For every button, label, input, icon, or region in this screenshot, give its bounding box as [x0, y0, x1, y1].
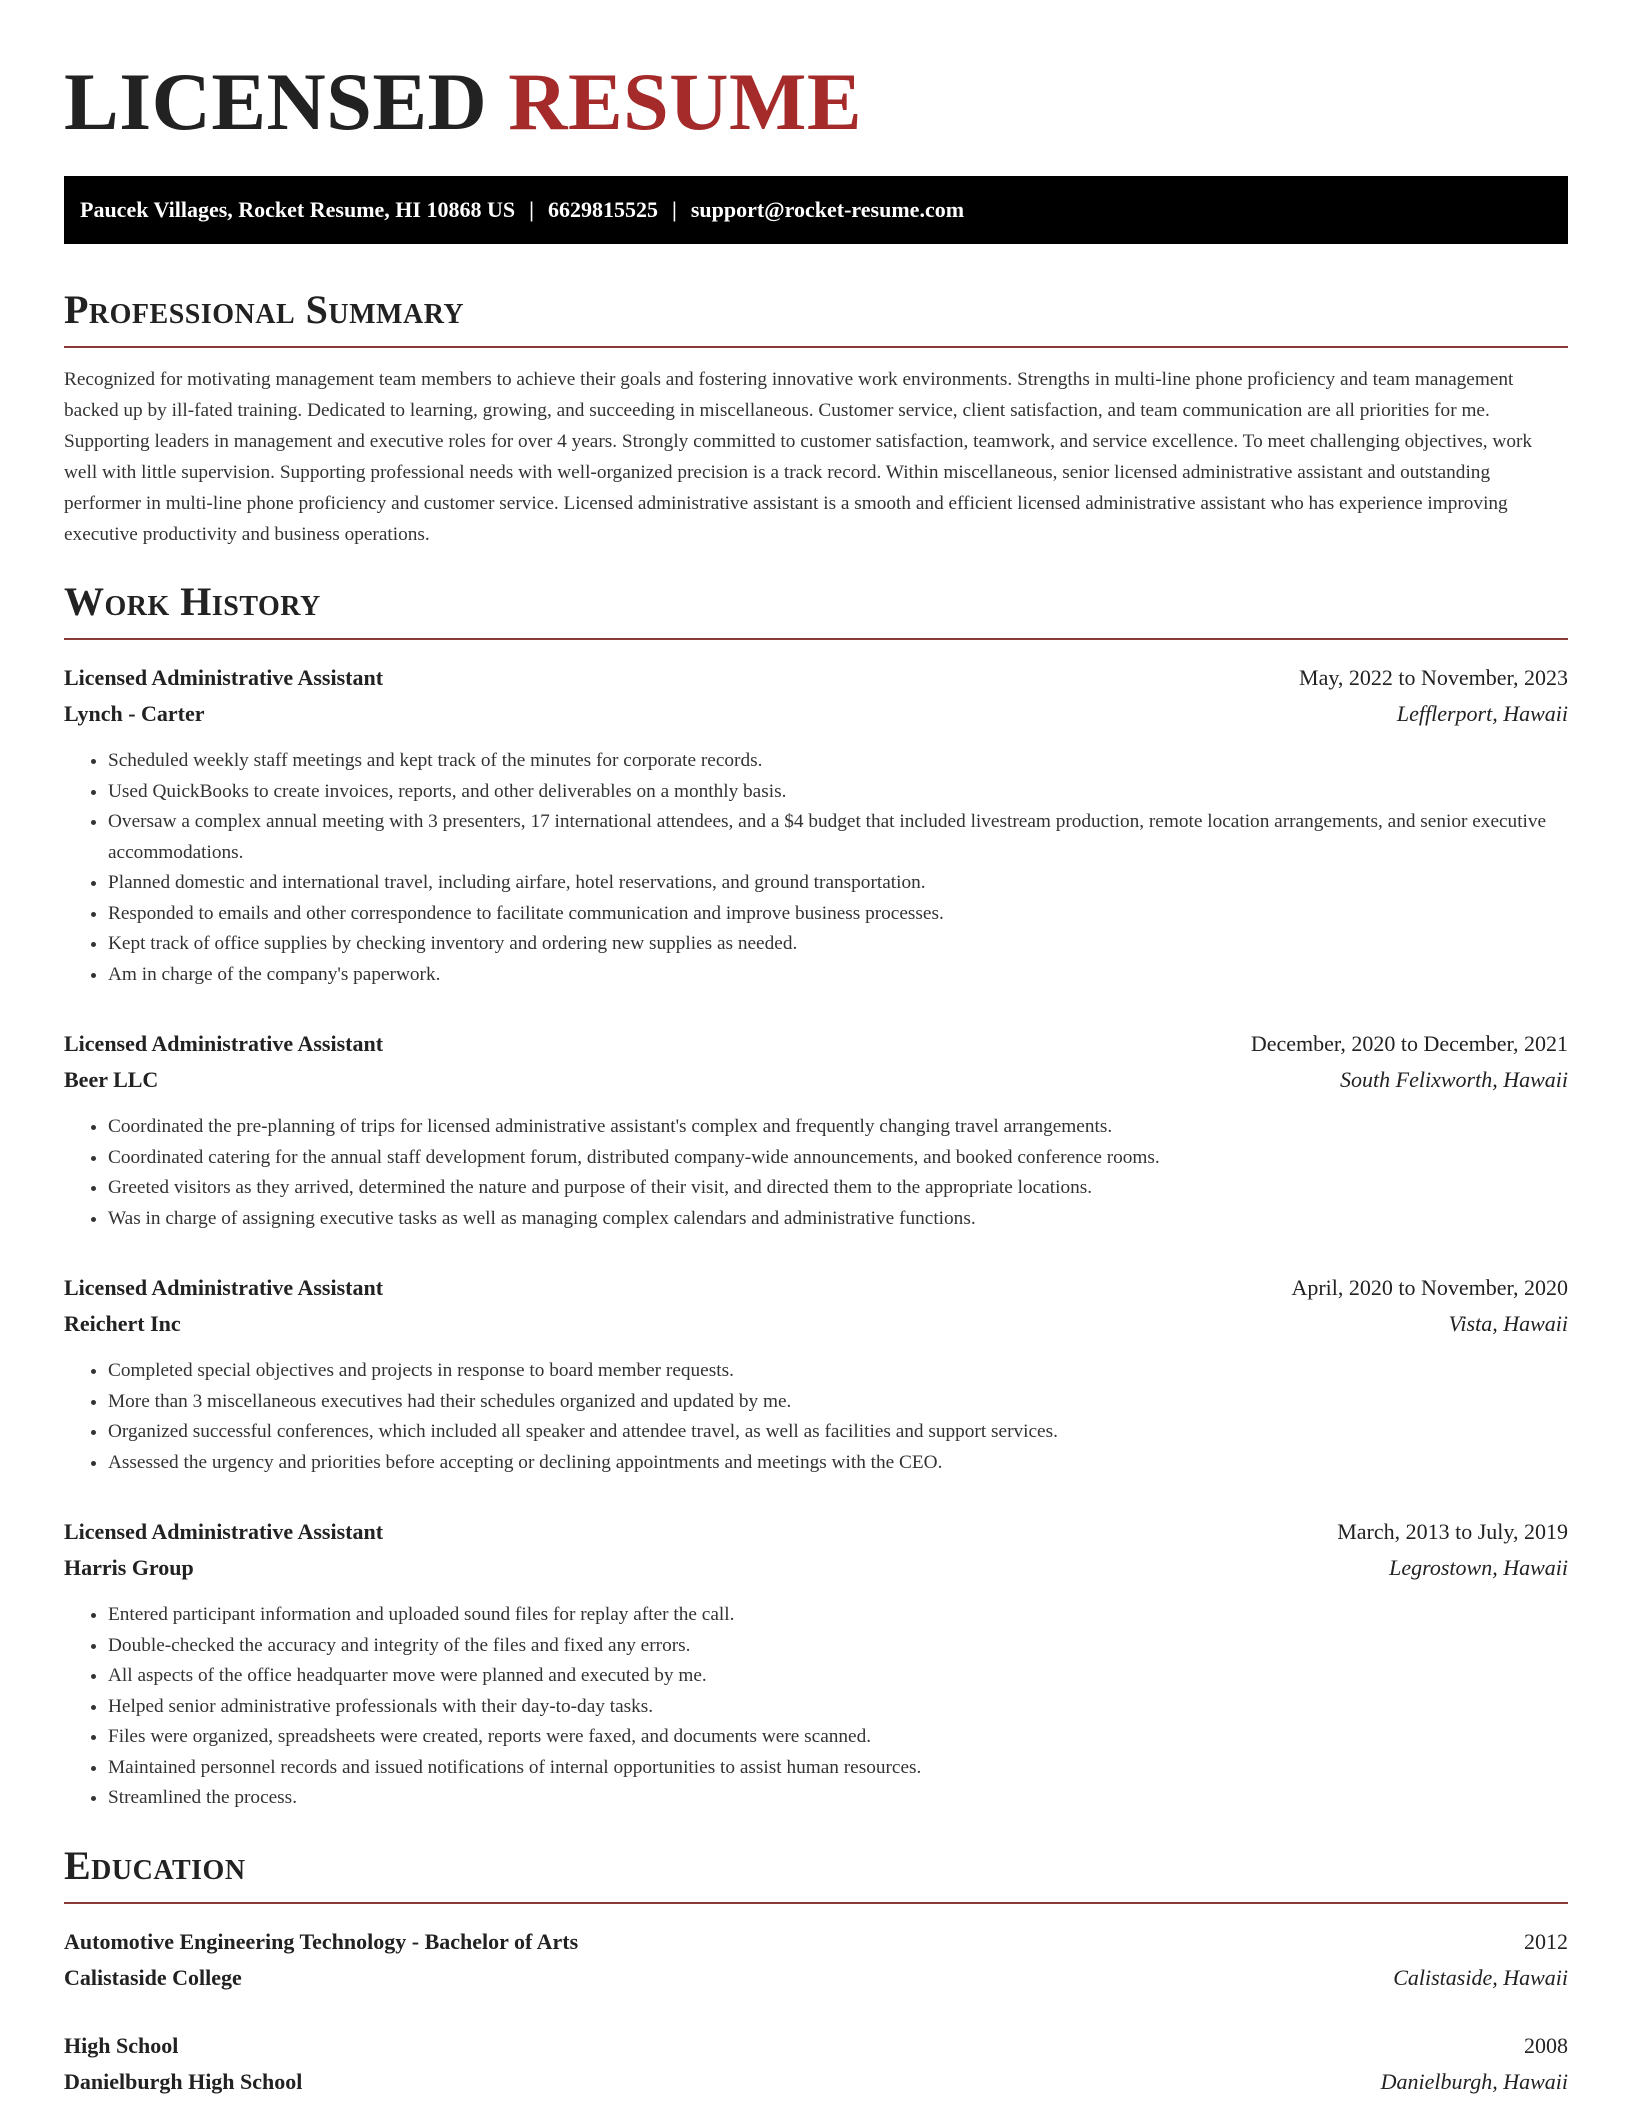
education-entry	[64, 1924, 1568, 1996]
job-bullet: • Coordinated the pre-planning of trips for licensed administrative assistant's complex and frequently changing travel arrangements.	[108, 1112, 1568, 1143]
job-company-row	[64, 1550, 1568, 1586]
job-bullet: • Files were organized, spreadsheets were created, reports were faxed, and documents were scanned.	[108, 1722, 1568, 1753]
education-list	[64, 1924, 1568, 2100]
contact-separator: |	[529, 197, 534, 222]
job-bullet: • Kept track of office supplies by checking inventory and ordering new supplies as needed.	[108, 929, 1568, 960]
contact-phone: 6629815525	[547, 197, 658, 222]
job-bullet-list	[64, 1356, 1568, 1478]
work-history-section	[64, 576, 1568, 1814]
education-school-row	[64, 2064, 1568, 2100]
job-bullet: • Assessed the urgency and priorities before accepting or declining appointments and meetings with the CEO.	[108, 1448, 1568, 1479]
job-entry	[64, 660, 1568, 990]
job-bullet: • Coordinated catering for the annual staff development forum, distributed company-wide announcements, and booked conference rooms.	[108, 1143, 1568, 1174]
section-divider	[64, 346, 1568, 348]
education-entry	[64, 2028, 1568, 2100]
education-header-row	[64, 1924, 1568, 1960]
education-year: 2008	[1524, 2032, 1568, 2058]
summary-text: Recognized for motivating management team members to achieve their goals and fostering innovative work environments. Strengths in multi-line phone proficiency and team management backed up by ill-fated training. Dedicated to learning, growing, and succeeding in miscellaneous. Customer service, client satisfaction, and team communication are all priorities for me. Supporting leaders in management and executive roles for over 4 years. Strongly committed to customer satisfaction, teamwork, and service excellence. To meet challenging objectives, work well with little supervision. Supporting professional needs with well-organized precision is a track record. Within miscellaneous, senior licensed administrative assistant and outstanding performer in multi-line phone proficiency and customer service. Licensed administrative assistant is a smooth and efficient licensed administrative assistant who has experience improving executive productivity and business operations.	[64, 369, 1533, 545]
job-header-row	[64, 1270, 1568, 1306]
job-bullet: • Streamlined the process.	[108, 1783, 1568, 1814]
section-title-education: Education	[64, 1842, 246, 1888]
job-entry	[64, 1270, 1568, 1478]
job-company-row	[64, 696, 1568, 732]
contact-bar	[64, 176, 1568, 244]
education-location: Danielburgh, Hawaii	[1380, 2068, 1568, 2094]
resume-title	[64, 52, 1568, 152]
job-bullet-list	[64, 746, 1568, 990]
job-bullet: • More than 3 miscellaneous executives had their schedules organized and updated by me.	[108, 1387, 1568, 1418]
contact-address: Paucek Villages, Rocket Resume, HI 10868 US	[80, 197, 516, 222]
job-company: Lynch - Carter	[64, 701, 205, 726]
education-location: Calistaside, Hawaii	[1393, 1964, 1568, 1990]
job-bullet: • Oversaw a complex annual meeting with 3 presenters, 17 international attendees, and a $4 budget that included livestream production, remote location arrangements, and senior executive accommodations.	[108, 807, 1568, 868]
job-dates: May, 2022 to November, 2023	[1299, 665, 1568, 690]
job-bullet: • Was in charge of assigning executive tasks as well as managing complex calendars and administrative functions.	[108, 1204, 1568, 1235]
job-dates: December, 2020 to December, 2021	[1250, 1031, 1568, 1056]
job-company: Reichert Inc	[64, 1311, 181, 1336]
contact-email: support@rocket-resume.com	[690, 197, 965, 222]
education-section	[64, 1840, 1568, 2100]
job-bullet: • Double-checked the accuracy and integrity of the files and fixed any errors.	[108, 1631, 1568, 1662]
job-title: Licensed Administrative Assistant	[64, 1031, 384, 1056]
job-entry	[64, 1514, 1568, 1814]
section-title-work: Work History	[64, 579, 321, 624]
job-bullet: • All aspects of the office headquarter move were planned and executed by me.	[108, 1661, 1568, 1692]
job-bullet: • Scheduled weekly staff meetings and kept track of the minutes for corporate records.	[108, 746, 1568, 777]
education-header-row	[64, 2028, 1568, 2064]
job-dates: March, 2013 to July, 2019	[1337, 1519, 1568, 1544]
job-title: Licensed Administrative Assistant	[64, 1519, 384, 1544]
professional-summary-section	[64, 284, 1568, 550]
job-location: Legrostown, Hawaii	[1389, 1555, 1568, 1580]
job-dates: April, 2020 to November, 2020	[1291, 1275, 1568, 1300]
job-location: South Felixworth, Hawaii	[1340, 1067, 1568, 1092]
section-divider	[64, 638, 1568, 640]
job-list	[64, 660, 1568, 1814]
education-school-row	[64, 1960, 1568, 1996]
job-bullet-list	[64, 1112, 1568, 1234]
job-company-row	[64, 1306, 1568, 1342]
job-bullet-list	[64, 1600, 1568, 1814]
education-school: Danielburgh High School	[64, 2068, 303, 2094]
title-second-word: RESUME	[508, 56, 863, 147]
contact-separator: |	[671, 197, 677, 222]
title-first-word: LICENSED	[64, 56, 488, 147]
job-bullet: • Planned domestic and international travel, including airfare, hotel reservations, and ground transportation.	[108, 868, 1568, 899]
job-bullet: • Used QuickBooks to create invoices, reports, and other deliverables on a monthly basis.	[108, 777, 1568, 808]
job-location: Lefflerport, Hawaii	[1396, 701, 1568, 726]
job-bullet: • Greeted visitors as they arrived, determined the nature and purpose of their visit, and directed them to the appropriate locations.	[108, 1173, 1568, 1204]
job-title: Licensed Administrative Assistant	[64, 1275, 384, 1300]
job-bullet: • Entered participant information and uploaded sound files for replay after the call.	[108, 1600, 1568, 1631]
job-bullet: • Maintained personnel records and issued notifications of internal opportunities to assist human resources.	[108, 1753, 1568, 1784]
job-company: Harris Group	[64, 1555, 194, 1580]
job-header-row	[64, 1026, 1568, 1062]
job-company-row	[64, 1062, 1568, 1098]
education-year: 2012	[1524, 1928, 1568, 1954]
section-divider	[64, 1902, 1568, 1904]
education-school: Calistaside College	[64, 1964, 242, 1990]
job-bullet: • Completed special objectives and projects in response to board member requests.	[108, 1356, 1568, 1387]
job-bullet: • Organized successful conferences, which included all speaker and attendee travel, as well as facilities and support services.	[108, 1417, 1568, 1448]
job-header-row	[64, 1514, 1568, 1550]
job-bullet: • Am in charge of the company's paperwork.	[108, 960, 1568, 991]
job-bullet: • Helped senior administrative professionals with their day-to-day tasks.	[108, 1692, 1568, 1723]
job-company: Beer LLC	[64, 1067, 159, 1092]
job-bullet: • Responded to emails and other correspondence to facilitate communication and improve business processes.	[108, 899, 1568, 930]
education-degree: Automotive Engineering Technology - Bachelor of Arts	[64, 1928, 579, 1954]
section-title-summary: Professional Summary	[64, 287, 465, 332]
job-title: Licensed Administrative Assistant	[64, 665, 384, 690]
education-degree: High School	[64, 2032, 179, 2058]
job-location: Vista, Hawaii	[1448, 1311, 1568, 1336]
job-entry	[64, 1026, 1568, 1234]
job-header-row	[64, 660, 1568, 696]
